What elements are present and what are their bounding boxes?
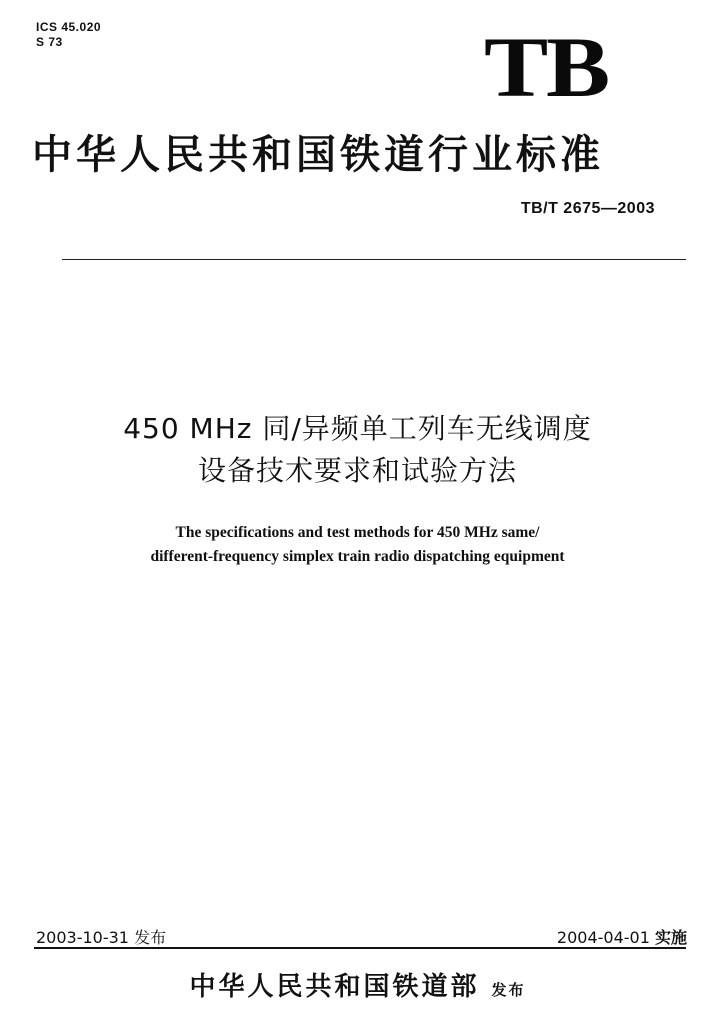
english-title-line-2: different-frequency simplex train radio dispatching equipment [150,548,565,565]
issue-label: 发布 [134,928,167,947]
ccs-code: S 73 [36,35,63,49]
ics-code: ICS 45.020 [36,20,102,34]
publisher-name: 中华人民共和国铁道部 [189,972,480,1002]
chinese-title-line-1: 450 MHz 同/异频单工列车无线调度 [123,412,592,445]
publisher-action: 发布 [491,981,526,999]
english-title-line-1: The specifications and test methods for 450 MHz same/ [175,524,540,541]
chinese-title-line-2: 设备技术要求和试验方法 [197,454,517,487]
publisher-block [0,966,715,1003]
english-title [0,521,715,569]
issue-date-block [36,925,166,948]
implement-date-block [557,925,687,948]
bottom-divider [34,947,686,949]
standard-code: TB/T 2675—2003 [520,200,655,217]
top-divider [62,259,686,260]
classification-codes [36,20,101,50]
org-title: 中华人民共和国铁道行业标准 [32,131,604,178]
implement-label: 实施 [654,928,687,947]
issue-date: 2003-10-31 [36,928,129,947]
implement-date: 2004-04-01 [556,928,650,947]
tb-logo: TB [484,19,609,115]
chinese-title [0,408,715,492]
